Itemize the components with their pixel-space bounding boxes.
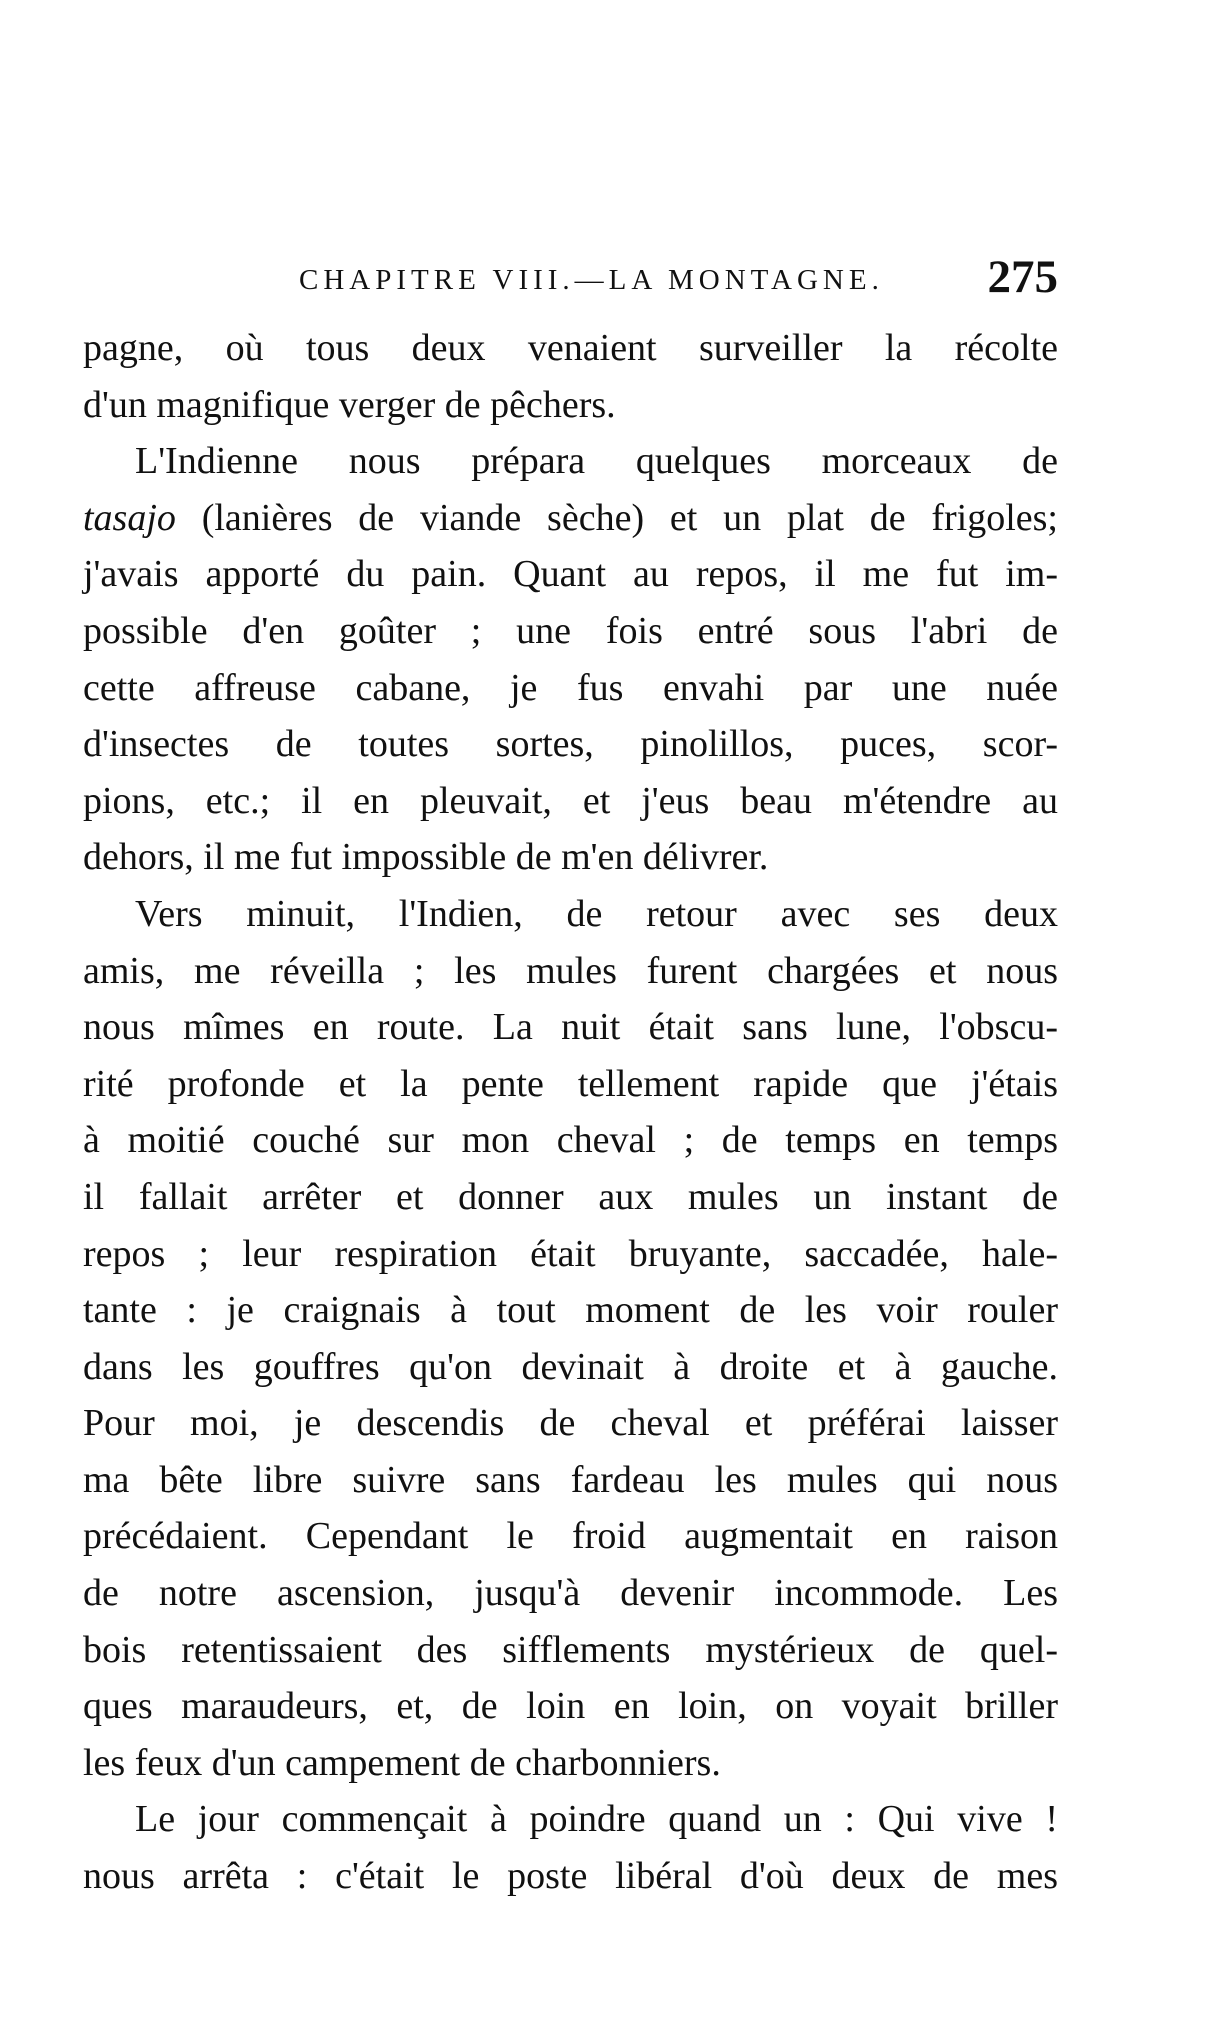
page-number: 275 bbox=[987, 251, 1058, 303]
text-line: les feux d'un campement de charbonniers. bbox=[83, 1741, 721, 1784]
text-line: cette affreuse cabane, je fus envahi par une nuée bbox=[83, 666, 1058, 709]
text-line: ques maraudeurs, et, de loin en loin, on voyait briller bbox=[83, 1685, 1058, 1728]
text-line: pions, etc.; il en pleuvait, et j'eus beau m'étendre au bbox=[83, 779, 1058, 822]
text-line: dehors, il me fut impossible de m'en délivrer. bbox=[83, 836, 769, 879]
text-line: L'Indienne nous prépara quelques morceaux de bbox=[135, 440, 1058, 483]
text-line: de notre ascension, jusqu'à devenir incommode. Les bbox=[83, 1572, 1058, 1615]
text-line: rité profonde et la pente tellement rapide que j'étais bbox=[83, 1062, 1058, 1105]
text-line: nous mîmes en route. La nuit était sans lune, l'obscu- bbox=[83, 1006, 1058, 1049]
text-fragment: (lanières de viande sèche) et un plat de frigoles; bbox=[175, 496, 1058, 539]
text-line: il fallait arrêter et donner aux mules un instant de bbox=[83, 1175, 1058, 1218]
text-line: Pour moi, je descendis de cheval et préférai laisser bbox=[83, 1402, 1058, 1445]
text-line: d'insectes de toutes sortes, pinolillos, puces, scor- bbox=[83, 723, 1058, 766]
emphasized-word: tasajo bbox=[83, 496, 176, 539]
text-line: tante : je craignais à tout moment de les voir rouler bbox=[83, 1289, 1058, 1332]
text-line: amis, me réveilla ; les mules furent chargées et nous bbox=[83, 949, 1058, 992]
text-line: Le jour commençait à poindre quand un : Qui vive ! bbox=[135, 1798, 1058, 1841]
text-line: à moitié couché sur mon cheval ; de temps en temps bbox=[83, 1119, 1058, 1162]
text-line: d'un magnifique verger de pêchers. bbox=[83, 383, 616, 426]
body-text bbox=[83, 320, 1058, 1905]
text-line: ma bête libre suivre sans fardeau les mules qui nous bbox=[83, 1458, 1058, 1501]
text-line: nous arrêta : c'était le poste libéral d'où deux de mes bbox=[83, 1855, 1058, 1898]
text-line: possible d'en goûter ; une fois entré sous l'abri de bbox=[83, 609, 1058, 652]
text-line: j'avais apporté du pain. Quant au repos, il me fut im- bbox=[83, 553, 1058, 596]
text-line: repos ; leur respiration était bruyante, saccadée, hale- bbox=[83, 1232, 1058, 1275]
text-line: bois retentissaient des sifflements mystérieux de quel- bbox=[83, 1628, 1058, 1671]
chapter-header: CHAPITRE VIII.—LA MONTAGNE. bbox=[299, 264, 884, 296]
text-line-with-emphasis bbox=[83, 490, 1058, 547]
running-header bbox=[83, 250, 1058, 312]
text-line: dans les gouffres qu'on devinait à droite et à gauche. bbox=[83, 1345, 1058, 1388]
text-line: Vers minuit, l'Indien, de retour avec ses deux bbox=[135, 892, 1058, 935]
text-line: pagne, où tous deux venaient surveiller la récolte bbox=[83, 327, 1058, 369]
book-page bbox=[83, 250, 1058, 1905]
text-line: précédaient. Cependant le froid augmentait en raison bbox=[83, 1515, 1058, 1558]
